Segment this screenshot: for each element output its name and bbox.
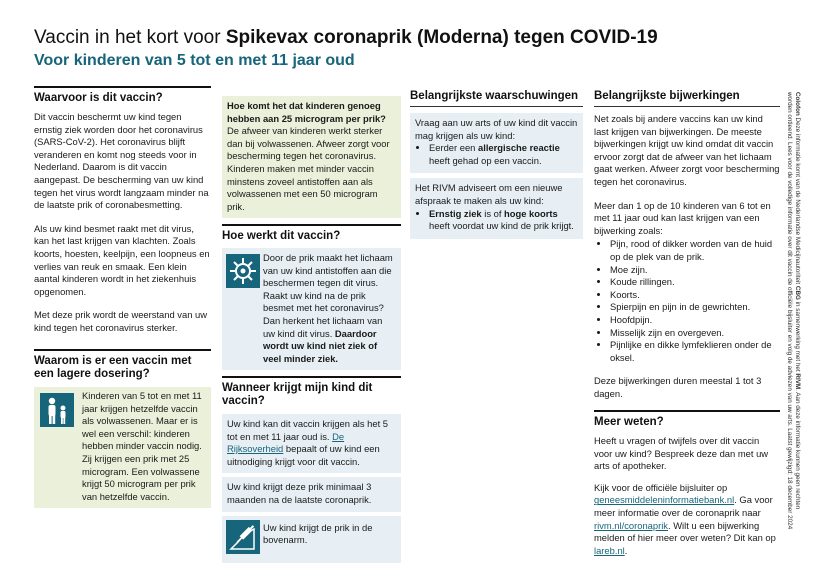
paragraph: Net zoals bij andere vaccins kan uw kind last krijgen van bijwerkingen. De meeste bijwerkingen krijgt uw kind omdat dit vaccin ervoor zorgt dat de afweer van het lichaam gaat werken. Afweer zorgt voor bescherming tegen het coronavirus. <box>594 113 780 187</box>
column-4 <box>594 86 780 411</box>
paragraph: Meer dan 1 op de 10 kinderen van 6 tot en met 11 jaar oud kan last krijgen van een bijwerking zoals: <box>594 199 771 236</box>
column-1-dosage <box>34 349 211 508</box>
warning-intro: Vraag aan uw arts of uw kind dit vaccin mag krijgen als uw kind: <box>415 117 578 141</box>
warning-text: heeft voordat uw kind de prik krijgt. <box>429 220 574 232</box>
syringe-icon <box>226 520 260 554</box>
paragraph: Met deze prik wordt de weerstand van uw kind tegen het coronavirus sterker. <box>34 309 208 333</box>
section-heading-how: Hoe werkt dit vaccin? <box>222 230 341 242</box>
colofon-line: . Aan deze informatie kunnen geen rechten <box>794 389 801 510</box>
divider <box>410 106 583 107</box>
list-item: • Koude rillingen. <box>610 276 780 289</box>
more-text: . Ga voor meer informatie over de coronaprik naar <box>594 494 773 518</box>
more-text: Kijk voor de officiële bijsluiter op <box>594 481 728 493</box>
column-4-more <box>594 410 780 568</box>
warning-box-allergy <box>410 113 583 173</box>
title-product: Spikevax coronaprik (Moderna) tegen COVID-19 <box>225 27 658 48</box>
when-interval-text: Uw kind krijgt deze prik minimaal 3 maanden na de laatste coronaprik. <box>227 481 372 505</box>
lareb-link[interactable]: lareb.nl <box>594 544 625 556</box>
colofon-line-2: worden ontleend. Lees voor de volledige informatie over dit vaccin de officiële bijsluiter en volg de adviezen van uw arts. Laatst gewijzigd: 18 december 2024 <box>786 92 793 530</box>
paragraph: Als uw kind besmet raakt met dit virus, kan het last krijgen van klachten. Zoals koorts, hoesten, keelpijn, een loopneus en verlies van reuk en smaak. Een klein aantal kinderen wordt in het ziekenhuis opgenomen. <box>34 222 210 297</box>
when-box-location <box>222 516 401 563</box>
page-subtitle: Voor kinderen van 5 tot en met 11 jaar oud <box>34 52 355 69</box>
section-heading-dosage: Waarom is er een vaccin met een lagere dosering? <box>34 355 192 380</box>
divider <box>34 86 211 88</box>
bijsluiter-link[interactable]: geneesmiddeleninformatiebank.nl <box>594 494 735 506</box>
paragraph: Dit vaccin beschermt uw kind tegen ernstig ziek worden door het coronavirus (SARS-CoV-2). Het coronavirus blijft veranderen en komt nog steeds voor in Nederland. Daarom is dit vaccin aangepast. De bescherming van uw kind tegen het virus wordt langzaam minder na de laatste prik of coronabesmetting. <box>34 111 209 211</box>
warning-bold: allergische reactie <box>478 142 560 154</box>
colofon-line: in samenwerking met het <box>794 299 801 374</box>
list-item: • Hoofdpijn. <box>610 314 780 327</box>
colofon-text <box>785 92 801 562</box>
how-box <box>222 248 401 370</box>
warning-list <box>415 142 578 167</box>
when-age-text: Uw kind kan dit vaccin krijgen als het 5 tot en met 11 jaar oud is. <box>227 418 389 442</box>
warning-bold: Ernstig ziek <box>429 207 482 219</box>
warning-text: is of <box>481 207 505 219</box>
section-heading-more: Meer weten? <box>594 416 664 428</box>
divider <box>222 376 401 378</box>
list-item <box>429 208 578 233</box>
virus-antibody-icon <box>226 254 260 288</box>
rivm-label: RIVM <box>794 373 801 390</box>
how-text-bold: Daardoor wordt uw kind niet ziek of veel minder ziek. <box>263 327 378 364</box>
divider <box>222 224 401 226</box>
title-prefix: Vaccin in het kort voor <box>34 27 226 48</box>
more-text: . <box>624 544 628 556</box>
divider <box>594 410 780 412</box>
colofon-sidebar <box>786 92 801 562</box>
parent-child-icon <box>40 393 74 427</box>
cbg-label: CBG <box>794 285 801 300</box>
list-item: • Pijnlijke en dikke lymfeklieren onder de oksel. <box>610 339 780 364</box>
paragraph: Deze bijwerkingen duren meestal 1 tot 3 dagen. <box>594 375 762 399</box>
divider <box>594 106 780 107</box>
warning-text: Eerder een <box>429 142 478 154</box>
antibody-question: Hoe komt het dat kinderen genoeg hebben aan 25 microgram per prik? <box>227 100 386 124</box>
antibody-box <box>222 96 401 218</box>
warning-box-fever <box>410 178 583 238</box>
section-heading-purpose: Waarvoor is dit vaccin? <box>34 92 163 104</box>
rivm-link[interactable]: rivm.nl/coronaprik <box>594 519 668 531</box>
warning-list <box>415 208 578 233</box>
column-1 <box>34 86 211 346</box>
page-title <box>34 27 658 49</box>
dosage-text: Kinderen van 5 tot en met 11 jaar krijgen hetzelfde vaccin als volwassenen. Maar er is wel een verschil: kinderen hebben minder vaccin nodig. Zij krijgen een prik met 25 microgram. Een volwassene krijgt 50 microgram per prik van hetzelfde vaccin. <box>82 390 202 502</box>
section-heading-side-effects: Belangrijkste bijwerkingen <box>594 90 740 102</box>
column-2-how <box>222 224 401 370</box>
when-box-age <box>222 414 401 473</box>
list-item <box>429 142 578 167</box>
list-item: • Spierpijn en pijn in de gewrichten. <box>610 301 780 314</box>
section-heading-warnings: Belangrijkste waarschuwingen <box>410 90 579 102</box>
when-age-text-end: bepaalt of uw kind een uitnodiging krijgt voor dit vaccin. <box>227 443 380 467</box>
how-text: Door de prik maakt het lichaam van uw kind antistoffen aan die beschermen tegen dit virus. Raakt uw kind na de prik besmet met het coronavirus? Dan herkent het lichaam van uw kind dit virus. <box>263 252 393 339</box>
more-text: . Wilt u een bijwerking melden of hier meer over weten? Dit kan op <box>594 519 776 544</box>
list-item: • Moe zijn. <box>610 264 780 277</box>
rijksoverheid-link[interactable]: De Rijksoverheid <box>227 430 345 455</box>
list-item: • Pijn, rood of dikker worden van de huid op de plek van de prik. <box>610 238 780 263</box>
when-box-interval <box>222 477 401 511</box>
colofon-label: Colofon <box>794 92 801 116</box>
dosage-box <box>34 387 211 508</box>
warning-intro: Het RIVM adviseert om een nieuwe afspraak te maken als uw kind: <box>415 182 563 206</box>
column-2-when <box>222 376 401 563</box>
divider <box>34 349 211 351</box>
paragraph <box>594 482 780 558</box>
list-item: • Misselijk zijn en overgeven. <box>610 327 780 340</box>
warning-bold: hoge koorts <box>504 207 558 219</box>
list-item: • Koorts. <box>610 289 780 302</box>
antibody-answer: De afweer van kinderen werkt sterker dan bij volwassenen. Afweer zorgt voor bescherming tegen het coronavirus. Kinderen maken met minder vaccin minstens zoveel antistoffen aan als volwassenen met een 50 microgram prik. <box>227 125 390 212</box>
warning-text: heeft gehad op een vaccin. <box>429 154 542 166</box>
section-heading-when: Wanneer krijgt mijn kind dit vaccin? <box>222 382 373 407</box>
when-location-text: Uw kind krijgt de prik in de bovenarm. <box>263 521 373 546</box>
column-3 <box>410 86 583 239</box>
colofon-line: Deze informatie komt van de Nederlandse Medicijnautoriteit <box>794 115 801 286</box>
side-effects-list <box>594 238 780 364</box>
paragraph: Heeft u vragen of twijfels over dit vaccin voor uw kind? Bespreek deze dan met uw arts of apotheker. <box>594 435 769 472</box>
